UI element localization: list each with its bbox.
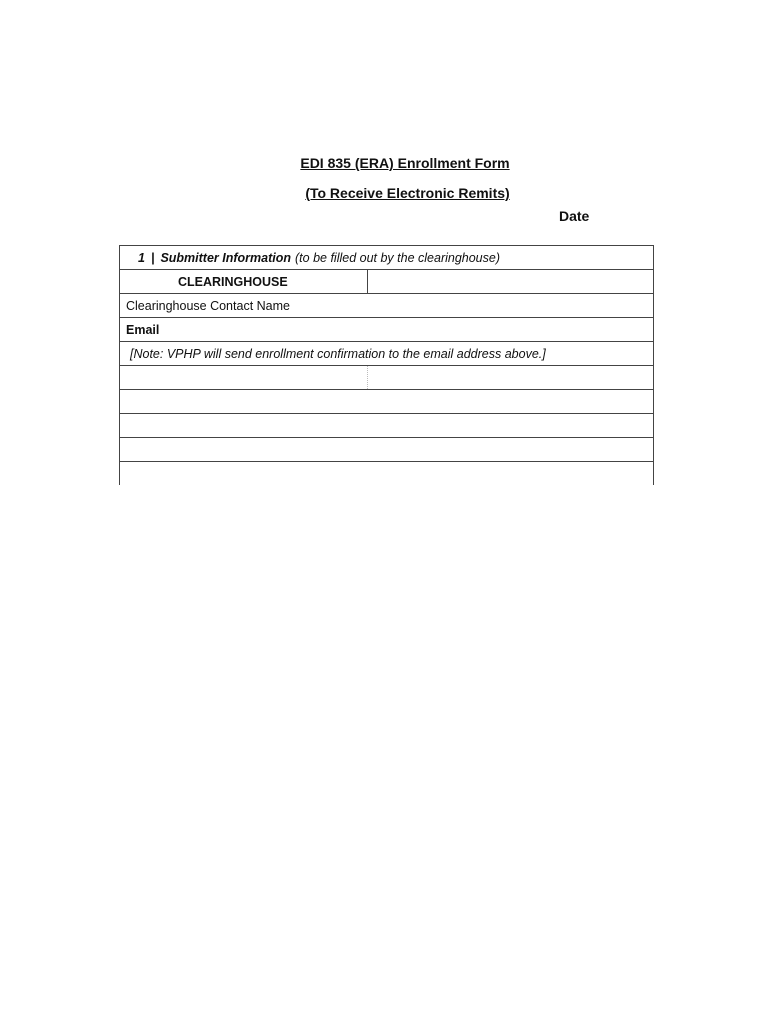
email-row[interactable] xyxy=(120,318,653,342)
page-subtitle: (To Receive Electronic Remits) xyxy=(305,185,510,201)
submitter-info-table xyxy=(119,245,654,485)
clearinghouse-row xyxy=(120,270,653,294)
page-title: EDI 835 (ERA) Enrollment Form xyxy=(300,155,510,171)
blank-row-1[interactable] xyxy=(120,366,653,390)
date-label: Date xyxy=(559,208,590,224)
email-note: [Note: VPHP will send enrollment confirmation to the email address above.] xyxy=(130,346,546,361)
blank-row-2[interactable] xyxy=(120,390,653,414)
section-number: 1 xyxy=(138,250,145,265)
section-heading: Submitter Information xyxy=(160,250,292,265)
clearinghouse-label-cell xyxy=(120,270,368,293)
contact-name-label: Clearinghouse Contact Name xyxy=(126,298,290,313)
section-separator: | xyxy=(150,250,155,265)
clearinghouse-label: CLEARINGHOUSE xyxy=(178,274,288,289)
note-row xyxy=(120,342,653,366)
blank-row-5[interactable] xyxy=(120,462,653,485)
section-hint: (to be filled out by the clearinghouse) xyxy=(295,250,501,265)
blank-row-3[interactable] xyxy=(120,414,653,438)
section-header-row xyxy=(120,246,653,270)
contact-name-row[interactable] xyxy=(120,294,653,318)
clearinghouse-field[interactable] xyxy=(368,270,653,293)
blank-row-1-left-cell[interactable] xyxy=(120,366,368,389)
blank-row-4[interactable] xyxy=(120,438,653,462)
email-label: Email xyxy=(126,322,160,337)
